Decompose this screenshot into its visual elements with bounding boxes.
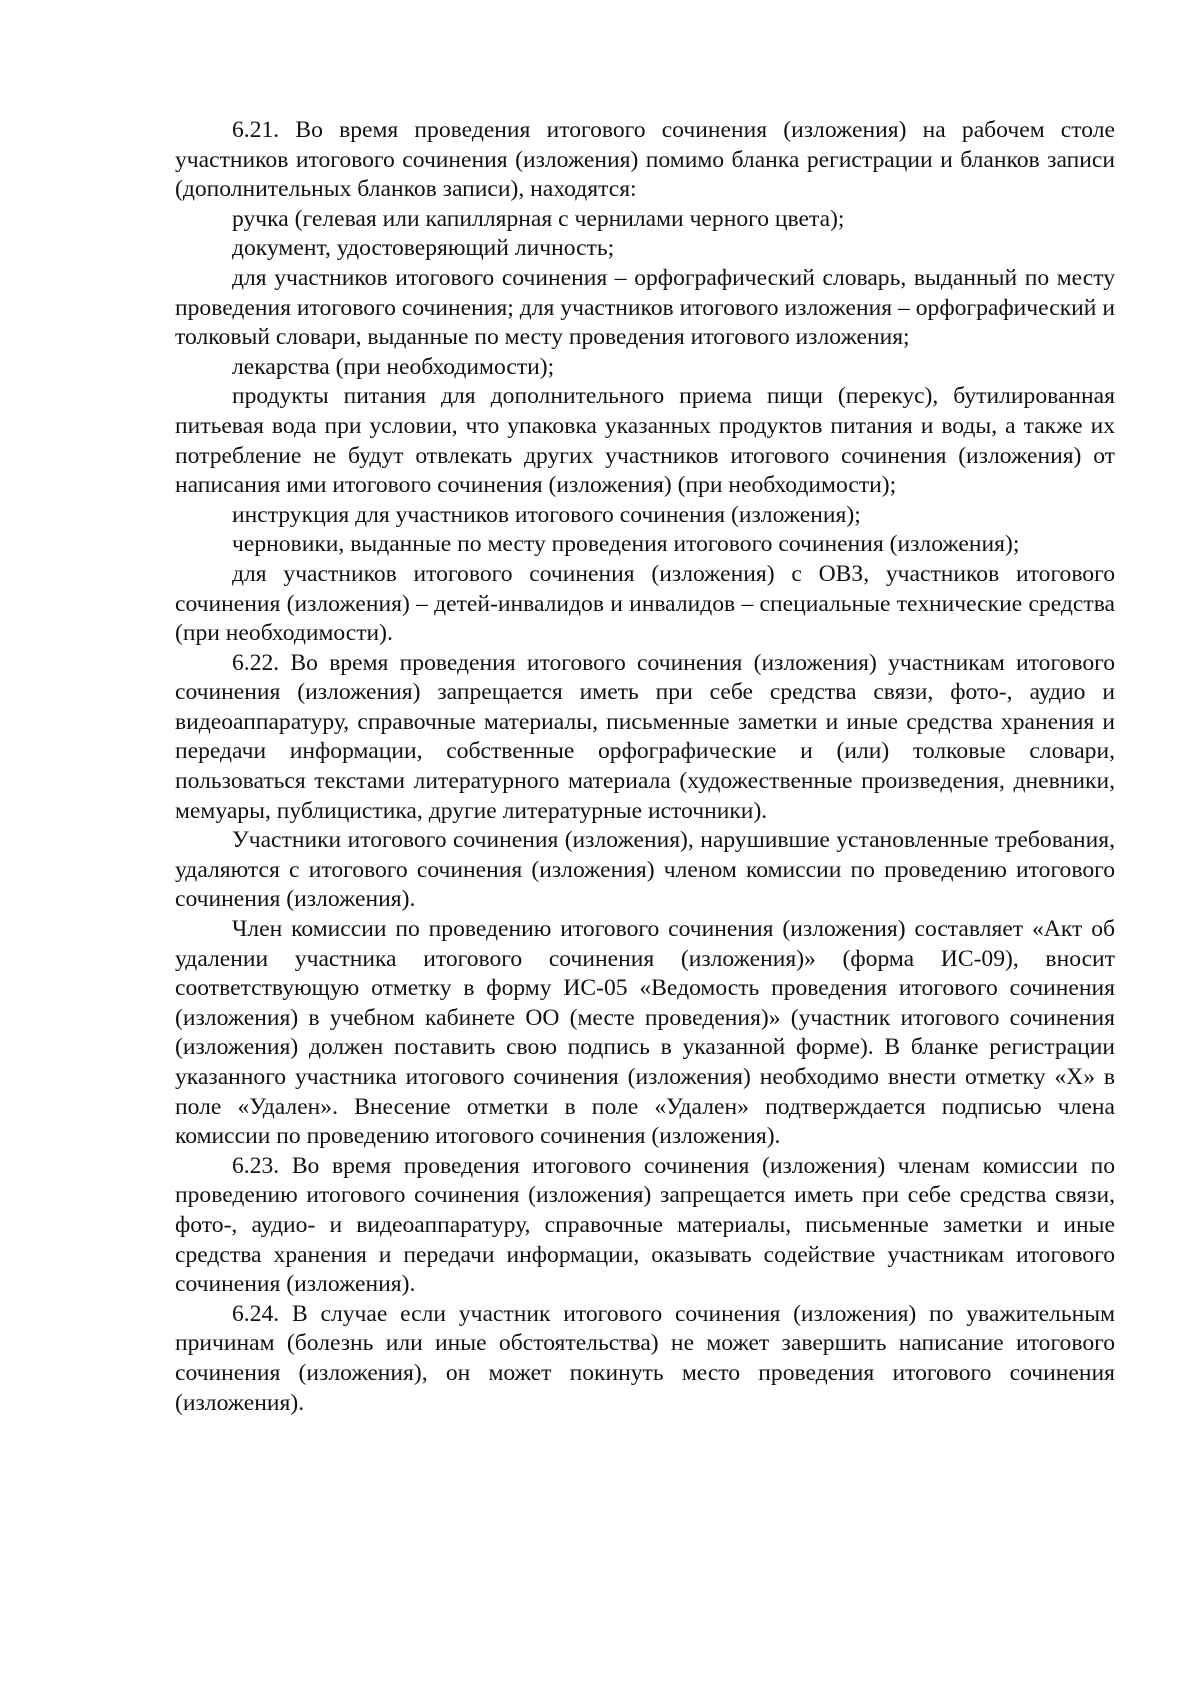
list-item-id-document: документ, удостоверяющий личность; — [232, 235, 615, 262]
list-item-instructions: инструкция для участников итогового сочинения (изложения); — [232, 501, 861, 528]
paragraph-6-21: 6.21. Во время проведения итогового сочинения (изложения) на рабочем столе участников итогового сочинения (изложения) помимо бланка регистрации и бланков записи (дополнительных бланков записи), находятся: — [175, 117, 1115, 203]
list-item-food-water: продукты питания для дополнительного приема пищи (перекус), бутилированная питьевая вода при условии, что упаковка указанных продуктов питания и воды, а также их потребление не будут отвлекать других участников итогового сочинения (изложения) от написания ими итогового сочинения (изложения) (при необходимости); — [175, 383, 1115, 499]
paragraph-6-24: 6.24. В случае если участник итогового сочинения (изложения) по уважительным причинам (болезнь или иные обстоятельства) не может завершить написание итогового сочинения (изложения), он может покинуть место проведения итогового сочинения (изложения). — [175, 1300, 1115, 1416]
list-item-drafts: черновики, выданные по месту проведения итогового сочинения (изложения); — [232, 531, 1020, 558]
list-item-dictionaries: для участников итогового сочинения – орфографический словарь, выданный по месту проведения итогового сочинения; для участников итогового изложения – орфографический и толковый словари, выданные по месту проведения итогового изложения; — [175, 264, 1115, 351]
list-item-pen: ручка (гелевая или капиллярная с чернилами черного цвета); — [232, 205, 845, 232]
paragraph-removal: Участники итогового сочинения (изложения), нарушившие установленные требования, удаляются с итогового сочинения (изложения) членом комиссии по проведению итогового сочинения (изложения). — [175, 827, 1115, 913]
paragraph-removal-act: Член комиссии по проведению итогового сочинения (изложения) составляет «Акт об удалении участника итогового сочинения (изложения)» (форма ИС-09), вносит соответствующую отметку в форму ИС-05 «Ведомость проведения итогового сочинения (изложения) в учебном кабинете ОО (месте проведения)» (участник итогового сочинения (изложения) должен поставить свою подпись в указанной форме). В бланке регистрации указанного участника итогового сочинения (изложения) необходимо внести отметку «Х» в поле «Удален». Внесение отметки в поле «Удален» подтверждается подписью члена комиссии по проведению итогового сочинения (изложения). — [175, 916, 1115, 1150]
document-body — [175, 116, 1115, 1418]
paragraph-6-23: 6.23. Во время проведения итогового сочинения (изложения) членам комиссии по проведению итогового сочинения (изложения) запрещается иметь при себе средства связи, фото-, аудио- и видеоаппаратуру, справочные материалы, письменные заметки и иные средства хранения и передачи информации, оказывать содействие участникам итогового сочинения (изложения). — [175, 1152, 1115, 1298]
paragraph-6-22: 6.22. Во время проведения итогового сочинения (изложения) участникам итогового сочинения (изложения) запрещается иметь при себе средства связи, фото-, аудио и видеоаппаратуру, справочные материалы, письменные заметки и иные средства хранения и передачи информации, собственные орфографические и (или) толковые словари, пользоваться текстами литературного материала (художественные произведения, дневники, мемуары, публицистика, другие литературные источники). — [175, 649, 1115, 824]
list-item-technical-means: для участников итогового сочинения (изложения) с ОВЗ, участников итогового сочинения (изложения) – детей-инвалидов и инвалидов – специальные технические средства (при необходимости). — [175, 560, 1115, 647]
list-item-medicines: лекарства (при необходимости); — [232, 353, 555, 380]
